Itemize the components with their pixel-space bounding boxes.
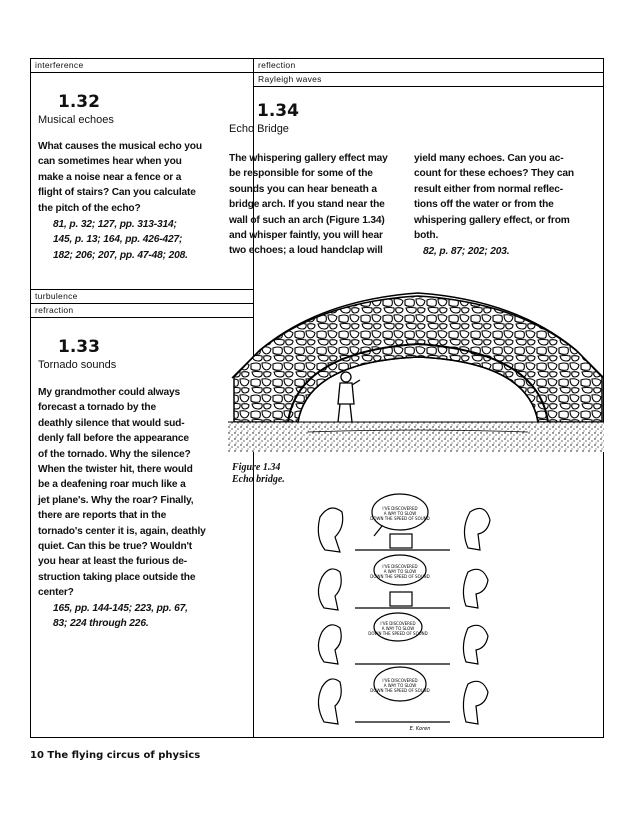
problem-title-tornado-sounds: Tornado sounds bbox=[38, 359, 117, 371]
problem-text-1-34-left: The whispering gallery effect may be responsible for some of the sounds you can hear beneath a bridge arch. If you stand near the wall of such an arch (Figure 1.34) and whisper faintly, you will hear two echoes; a loud handclap will bbox=[229, 153, 388, 257]
problem-number-1-34: 1.34 bbox=[257, 101, 299, 121]
figure-caption-line2: Echo bridge. bbox=[232, 474, 285, 485]
topic-tag-rayleigh-waves: Rayleigh waves bbox=[258, 74, 322, 84]
topic-tag-turbulence: turbulence bbox=[35, 291, 78, 301]
cartoon-illustration bbox=[300, 492, 520, 732]
speech-bubble-3: I'VE DISCOVERED A WAY TO SLOW DOWN THE SPEED OF SOUND bbox=[368, 621, 428, 636]
figure-caption-line1: Figure 1.34 bbox=[232, 462, 281, 473]
references-1-32: 81, p. 32; 127, pp. 313-314; 145, p. 13; 164, pp. 426-427; 182; 206; 207, pp. 47-48; 208. bbox=[53, 219, 188, 261]
divider bbox=[31, 317, 253, 318]
problem-title-echo-bridge: Echo Bridge bbox=[229, 123, 289, 135]
problem-text-1-34-right: yield many echoes. Can you ac- count for these echoes? They can result either from normal reflec- tions off the water or from the whispering gallery effect, or from both. bbox=[414, 153, 574, 242]
speech-bubble-2: I'VE DISCOVERED A WAY TO SLOW DOWN THE SPEED OF SOUND bbox=[370, 564, 430, 579]
divider bbox=[31, 72, 253, 73]
references-1-33: 165, pp. 144-145; 223, pp. 67, 83; 224 through 226. bbox=[53, 603, 188, 630]
topic-tag-interference: interference bbox=[35, 60, 84, 70]
echo-bridge-illustration bbox=[228, 282, 604, 457]
speech-bubble-1: I'VE DISCOVERED A WAY TO SLOW DOWN THE SPEED OF SOUND bbox=[370, 506, 430, 521]
problem-text-1-33: My grandmother could always forecast a tornado by the deathly silence that would sud- denly fall before the appearance of the tornado. Why the silence? When the twister hit, there would be a deafening roar much like a jet plane's. Why the roar? Finally, there are reports that in the tornado's center it is, again, deathly quiet. Can this be true? Wouldn't you hear at least the furious de- struction taking place outside the center? bbox=[38, 387, 206, 599]
problem-number-1-33: 1.33 bbox=[58, 337, 100, 357]
problem-text-1-32: What causes the musical echo you can sometimes hear when you make a noise near a fence or a flight of stairs? Can you calculate the pitch of the echo? bbox=[38, 141, 202, 214]
topic-tag-refraction: refraction bbox=[35, 305, 74, 315]
page-footer: 10 The flying circus of physics bbox=[30, 750, 201, 761]
references-1-34: 82, p. 87; 202; 203. bbox=[423, 246, 510, 257]
divider bbox=[254, 86, 604, 87]
problem-number-1-32: 1.32 bbox=[58, 92, 100, 112]
topic-tag-reflection: reflection bbox=[258, 60, 296, 70]
speech-bubble-4: I'VE DISCOVERED A WAY TO SLOW DOWN THE SPEED OF SOUND bbox=[370, 678, 430, 693]
problem-title-musical-echoes: Musical echoes bbox=[38, 114, 114, 126]
cartoon-signature: E. Koren bbox=[409, 726, 431, 732]
